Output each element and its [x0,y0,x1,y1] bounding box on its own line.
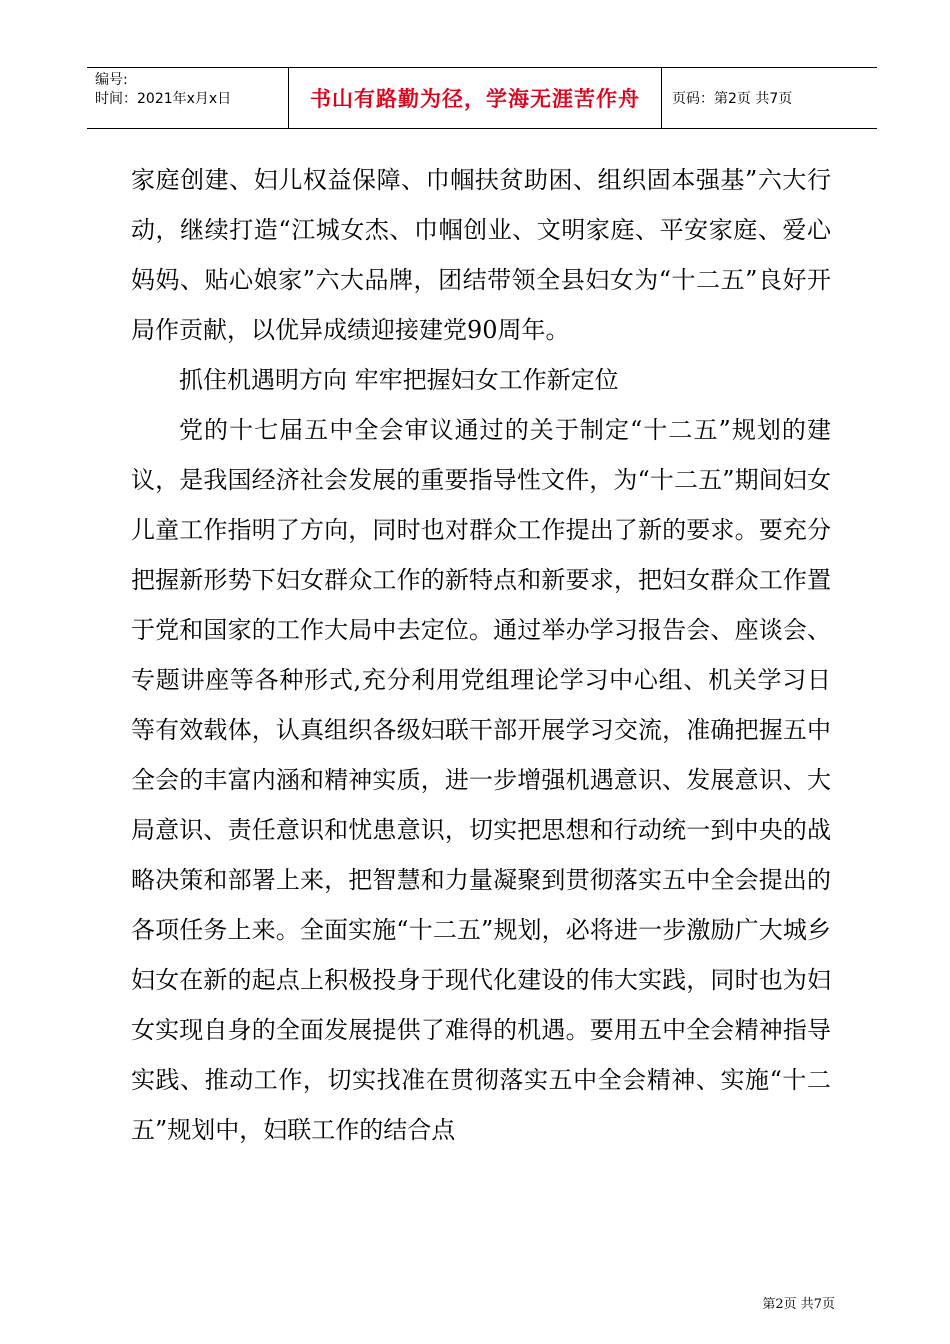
body-paragraph: 党的十七届五中全会审议通过的关于制定“十二五”规划的建议，是我国经济社会发展的重要指导性文件，为“十二五”期间妇女儿童工作指明了方向，同时也对群众工作提出了新的要求。要充分把握新形势下妇女群众工作的新特点和新要求，把妇女群众工作置于党和国家的工作大局中去定位。通过举办学习报告会、座谈会、专题讲座等各种形式,充分利用党组理论学习中心组、机关学习日等有效载体，认真组织各级妇联干部开展学习交流，准确把握五中全会的丰富内涵和精神实质，进一步增强机遇意识、发展意识、大局意识、责任意识和忧患意识，切实把思想和行动统一到中央的战略决策和部署上来，把智慧和力量凝聚到贯彻落实五中全会提出的各项任务上来。全面实施“十二五”规划，必将进一步激励广大城乡妇女在新的起点上积极投身于现代化建设的伟大实践，同时也为妇女实现自身的全面发展提供了难得的机遇。要用五中全会精神指导实践、推动工作，切实找准在贯彻落实五中全会精神、实施“十二五”规划中，妇联工作的结合点 [131,416,831,1144]
header-motto: 书山有路勤为径，学海无涯苦作舟 [288,68,662,128]
body-paragraph-continued: 家庭创建、妇儿权益保障、巾帼扶贫助困、组织固本强基”六大行动，继续打造“江城女杰、巾帼创业、文明家庭、平安家庭、爱心妈妈、贴心娘家”六大品牌，团结带领全县妇女为“十二五”良好开局作贡献，以优异成绩迎接建党90周年。 [131,166,831,344]
document-number-label: 编号: [95,72,128,88]
header-page-info: 页码：第2页 共7页 [672,91,793,107]
section-heading: 抓住机遇明方向 牢牢把握妇女工作新定位 [179,366,619,394]
header-meta [87,68,288,128]
document-body [131,155,831,1155]
document-time-label: 时间：2021年x月x日 [95,91,232,107]
page-footer: 第2页 共7页 [762,1297,835,1312]
page-header [87,67,877,129]
